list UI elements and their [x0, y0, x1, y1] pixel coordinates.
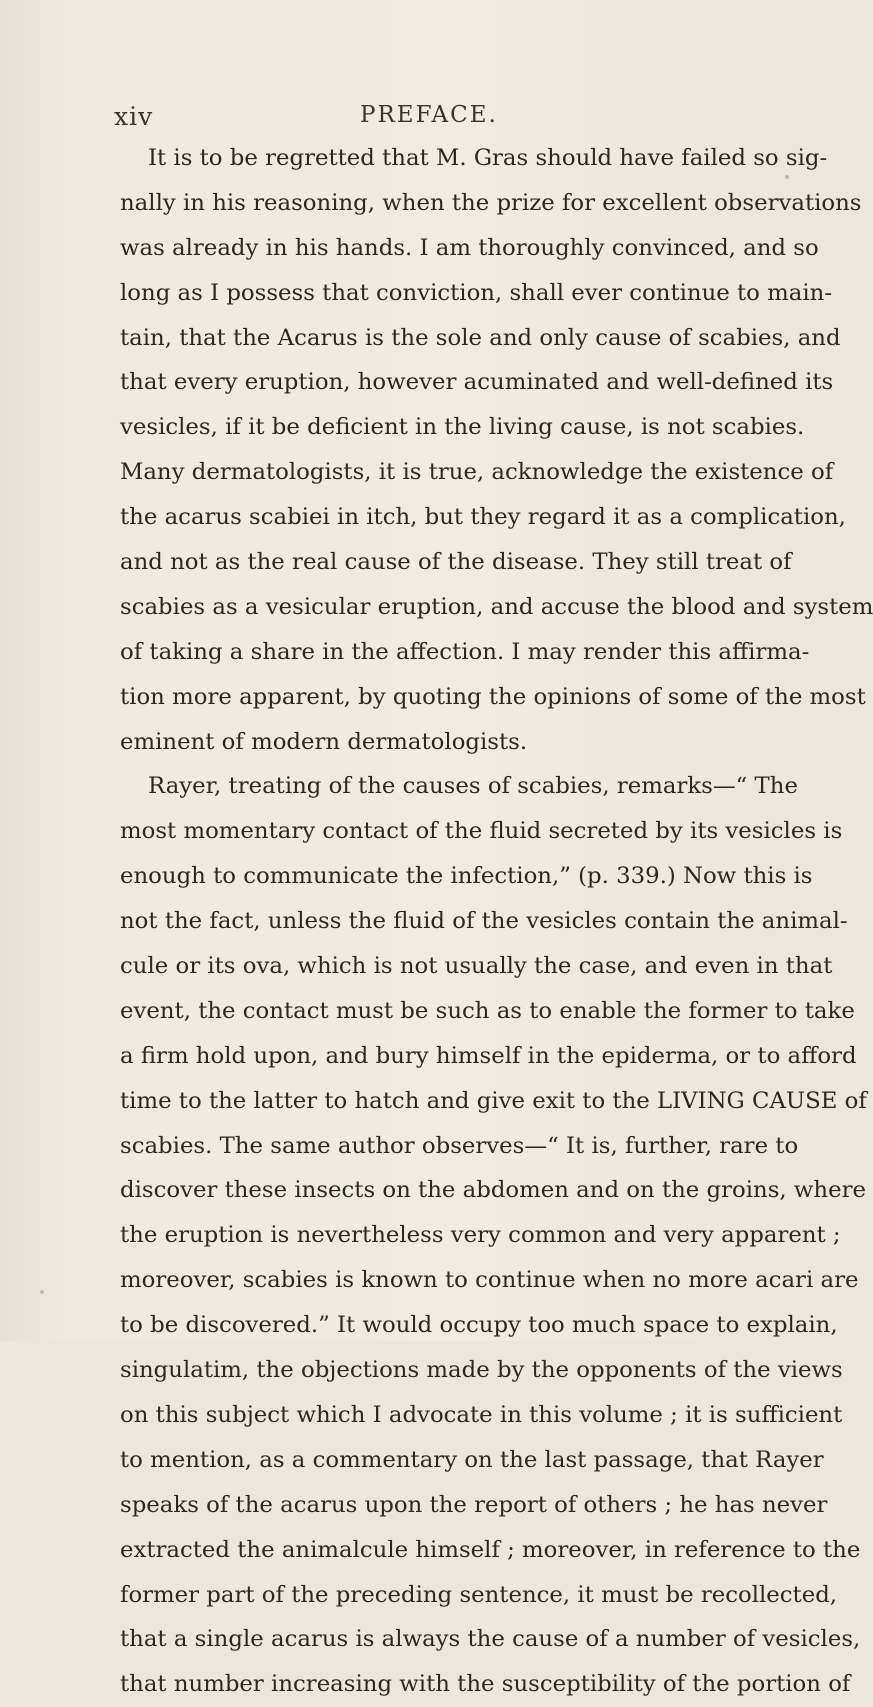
body-text — [120, 136, 873, 1707]
text-line: that every eruption, however acuminated and well-defined its — [120, 369, 834, 396]
text-line: speaks of the acarus upon the report of others ; he has never — [120, 1491, 828, 1518]
text-line: former part of the preceding sentence, it must be recollected, — [120, 1581, 838, 1608]
text-line: of taking a share in the affection. I may render this affirma- — [120, 638, 810, 665]
text-line: that number increasing with the susceptibility of the portion of — [120, 1671, 851, 1698]
text-line: and not as the real cause of the disease. They still treat of — [120, 549, 792, 576]
text-line: extracted the animalcule himself ; moreover, in reference to the — [120, 1536, 861, 1563]
text-line: scabies. The same author observes—“ It is, further, rare to — [120, 1132, 799, 1159]
text-line: Rayer, treating of the causes of scabies, remarks—“ The — [148, 773, 798, 800]
paper-speck — [40, 1290, 44, 1294]
text-line: was already in his hands. I am thoroughly convinced, and so — [120, 234, 819, 261]
text-line: tion more apparent, by quoting the opinions of some of the most — [120, 683, 866, 710]
text-line: most momentary contact of the fluid secreted by its vesicles is — [120, 818, 843, 845]
text-line: tain, that the Acarus is the sole and only cause of scabies, and — [120, 324, 841, 351]
text-line: cule or its ova, which is not usually the case, and even in that — [120, 953, 833, 980]
text-line: vesicles, if it be deficient in the living cause, is not scabies. — [120, 414, 805, 441]
text-line: event, the contact must be such as to enable the former to take — [120, 997, 855, 1024]
text-line: scabies as a vesicular eruption, and accuse the blood and system — [120, 593, 873, 620]
text-line: that a single acarus is always the cause of a number of vesicles, — [120, 1626, 861, 1653]
text-line: not the fact, unless the fluid of the vesicles contain the animal- — [120, 908, 848, 935]
text-line: the eruption is nevertheless very common and very apparent ; — [120, 1222, 841, 1249]
text-line: discover these insects on the abdomen and on the groins, where — [120, 1177, 866, 1204]
paper-speck — [785, 175, 789, 179]
text-line: enough to communicate the infection,” (p. 339.) Now this is — [120, 863, 813, 890]
text-line: eminent of modern dermatologists. — [120, 728, 528, 755]
text-line: It is to be regretted that M. Gras should have failed so sig- — [148, 145, 828, 171]
page-number: xiv — [114, 102, 154, 131]
text-line: moreover, scabies is known to continue when no more acari are — [120, 1267, 859, 1294]
text-line: to be discovered.” It would occupy too much space to explain, — [120, 1312, 838, 1339]
text-line: to mention, as a commentary on the last passage, that Rayer — [120, 1446, 824, 1473]
text-line: a firm hold upon, and bury himself in the epiderma, or to afford — [120, 1042, 857, 1069]
page-header — [0, 80, 800, 131]
text-line: time to the latter to hatch and give exit to the LIVING CAUSE of — [120, 1087, 867, 1114]
running-head: PREFACE. — [360, 102, 498, 128]
text-line: on this subject which I advocate in this volume ; it is sufficient — [120, 1401, 843, 1428]
text-line: Many dermatologists, it is true, acknowledge the existence of — [120, 459, 834, 486]
text-line: nally in his reasoning, when the prize for excellent observations — [120, 189, 862, 216]
text-line: singulatim, the objections made by the opponents of the views — [120, 1357, 843, 1384]
text-line: the acarus scabiei in itch, but they regard it as a complication, — [120, 504, 846, 531]
text-line: long as I possess that conviction, shall ever continue to main- — [120, 279, 833, 306]
